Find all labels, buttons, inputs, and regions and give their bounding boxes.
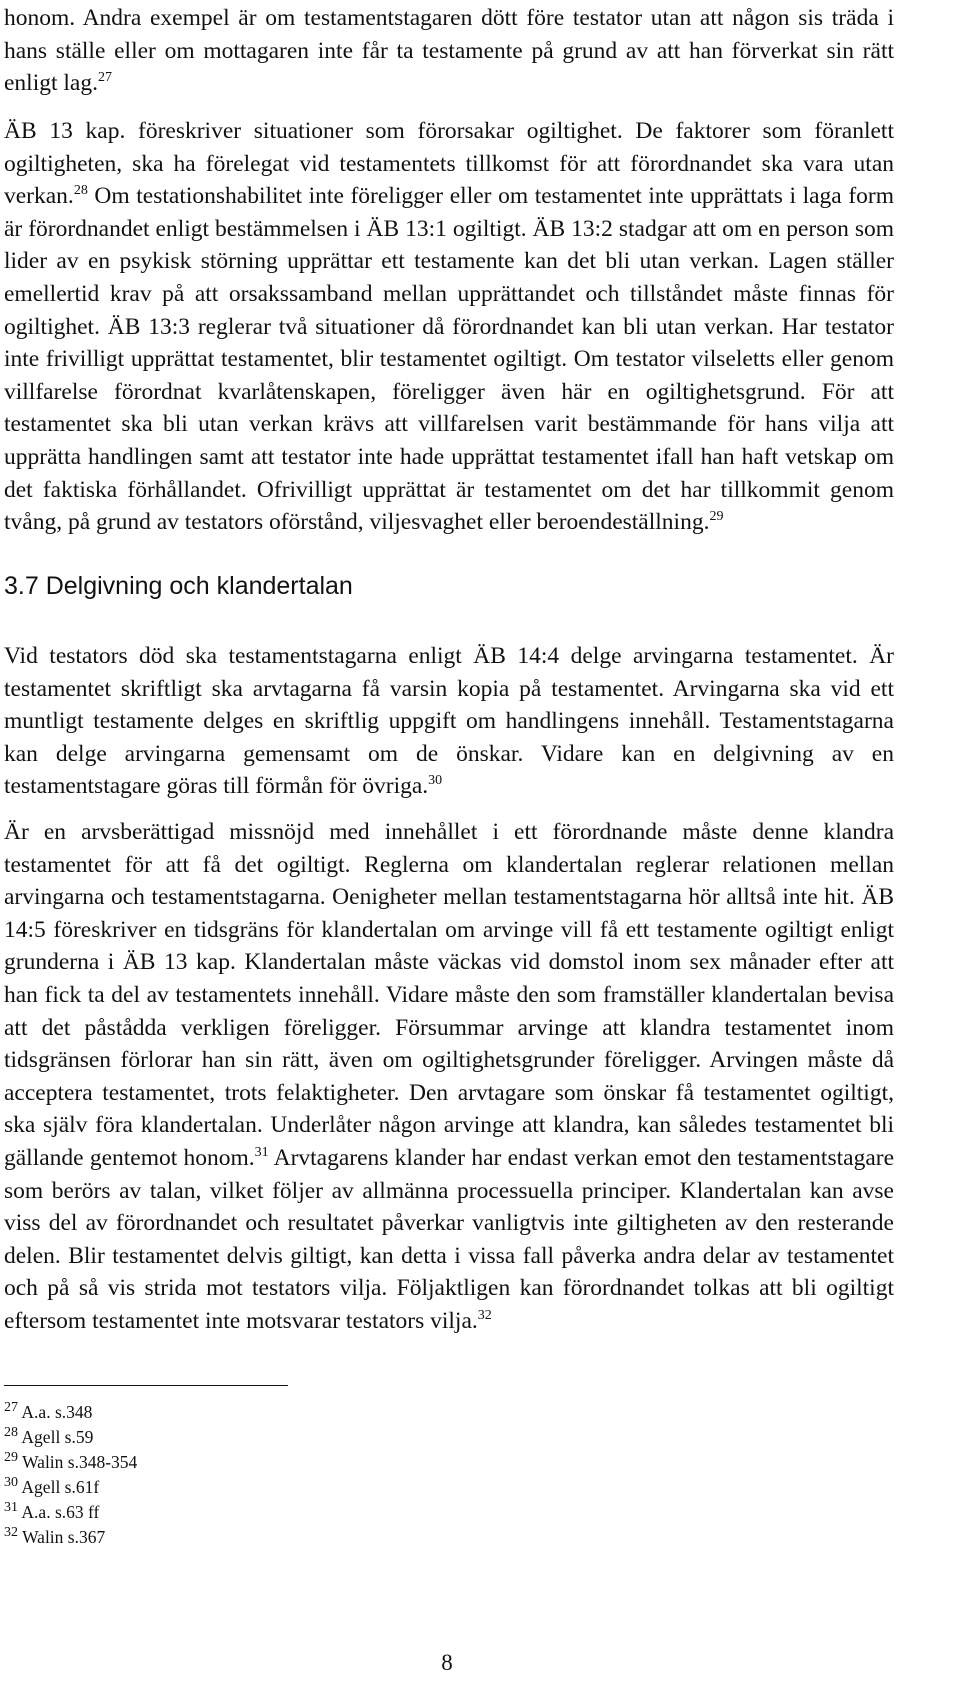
footnote-text: A.a. s.348 [21,1402,93,1422]
paragraph-testament-exceptions [4,2,894,100]
footnote-item [4,1450,137,1475]
paragraph-invalidity [4,115,894,539]
footnote-number: 30 [4,1475,18,1491]
footnote-ref-27: 27 [97,70,112,86]
footnote-item [4,1475,137,1500]
footnote-separator [4,1385,288,1386]
footnote-number: 29 [4,1450,18,1466]
paragraph-text: Vid testators död ska testamentstagarna enligt ÄB 14:4 delge arvingarna testamentet. Är testamentet skriftligt ska arvtagarna få varsin kopia på testamentet. Arvingarna ska vid ett muntligt testamente delges en skriftlig uppgift om handlingens innehåll. Testamentstagarna kan delge arvingarna gemensamt om de önskar. Vidare kan en delgivning av en testamentstagare göras till förmån för övriga. [4,643,894,800]
footnote-number: 31 [4,1500,18,1516]
footnote-number: 27 [4,1400,18,1416]
paragraph-text: Om testationshabilitet inte föreligger eller om testamentet inte upprättats i laga form är förordnandet enligt bestämmelsen i ÄB 13:1 ogiltigt. ÄB 13:2 stadgar att om en person som lider av en psykisk störning upprättar ett testamente kan det bli utan verkan. Lagen ställer emellertid krav på att orsakssamband mellan upprättandet och tillståndet måste finnas för ogiltighet. ÄB 13:3 reglerar två situationer då förordnandet kan bli utan verkan. Har testator inte frivilligt upprättat testamentet, blir testamentet ogiltigt. Om testator vilseletts eller genom villfarelse förordnat kvarlåtenskapen, föreligger även här en ogiltighetsgrund. För att testamentet ska bli utan verkan krävs att villfarelsen varit bestämmande för hans vilja att upprätta handlingen samt att testator inte hade upprättat testamentet ifall han haft vetskap om det faktiska förhållandet. Ofrivilligt upprättat är testamentet om det har tillkommit genom tvång, på grund av testators oförstånd, viljesvaghet eller beroendeställning. [4,183,894,536]
footnote-text: Walin s.348-354 [22,1452,138,1472]
footnote-number: 28 [4,1425,18,1441]
paragraph-text: ÄB 13 kap. föreskriver situationer som förorsakar ogiltighet. De faktorer som föranlett ogiltigheten, ska ha förelegat vid testamentets tillkomst för att förordnandet ska vara utan verkan. [4,118,894,210]
footnote-ref-28: 28 [73,183,88,199]
footnote-text: A.a. s.63 ff [21,1502,100,1522]
paragraph-text: Arvtagarens klander har endast verkan emot den testamentstagare som berörs av talan, vilket följer av allmänna processuella principer. Klandertalan kan avse viss del av förordnandet och resultatet påverkar vanligtvis inte giltigheten av den resterande delen. Blir testamentet delvis giltigt, kan detta i vissa fall påverka andra delar av testamentet och på så vis strida mot testators vilja. Följaktligen kan förordnandet tolkas att bli ogiltigt eftersom testamentet inte motsvarar testators vilja. [4,1144,895,1334]
footnote-ref-31: 31 [254,1145,269,1161]
footnote-item [4,1525,137,1550]
paragraph-text: Är en arvsberättigad missnöjd med innehållet i ett förordnande måste denne klandra testamentet för att få det ogiltigt. Reglerna om klandertalan reglerar relationen mellan arvingarna och testamentstagarna. Oenigheter mellan testamentstagarna hör alltså inte hit. ÄB 14:5 föreskriver en tidsgräns för klandertalan om arvinge vill få ett testamente ogiltigt enligt grunderna i ÄB 13 kap. Klandertalan måste väckas vid domstol inom sex månader efter att han fick ta del av testamentets innehåll. Vidare måste den som framställer klandertalan bevisa att det påstådda verkligen föreligger. Försummar arvinge att klandra testamentet inom tidsgränsen förlorar han sin rätt, även om ogiltighetsgrunder föreligger. Arvingen måste då acceptera testamentet, trots felaktigheter. Den arvtagare som önskar få testamentet ogiltigt, ska själv föra klandertalan. Underlåter någon arvinge att klandra, kan således testamentet bli gällande gentemot honom. [4,819,894,1171]
paragraph-klandertalan [4,816,894,1338]
footnote-list [4,1400,137,1550]
footnote-ref-32: 32 [477,1308,492,1324]
section-heading: 3.7 Delgivning och klandertalan [4,572,353,600]
paragraph-delgivning [4,640,894,803]
paragraph-text: honom. Andra exempel är om testamentstagaren dött före testator utan att någon sis träda i hans ställe eller om mottagaren inte får ta testamente på grund av att han förverkat sin rätt enligt lag. [4,5,894,97]
page-number: 8 [441,1650,453,1675]
footnote-ref-30: 30 [428,773,443,789]
footnote-item [4,1500,137,1525]
footnote-ref-29: 29 [709,509,724,525]
footnote-text: Agell s.59 [21,1427,94,1447]
footnote-text: Walin s.367 [22,1527,106,1547]
footnote-number: 32 [4,1525,18,1541]
footnote-item [4,1400,137,1425]
footnote-text: Agell s.61f [21,1477,100,1497]
footnote-item [4,1425,137,1450]
